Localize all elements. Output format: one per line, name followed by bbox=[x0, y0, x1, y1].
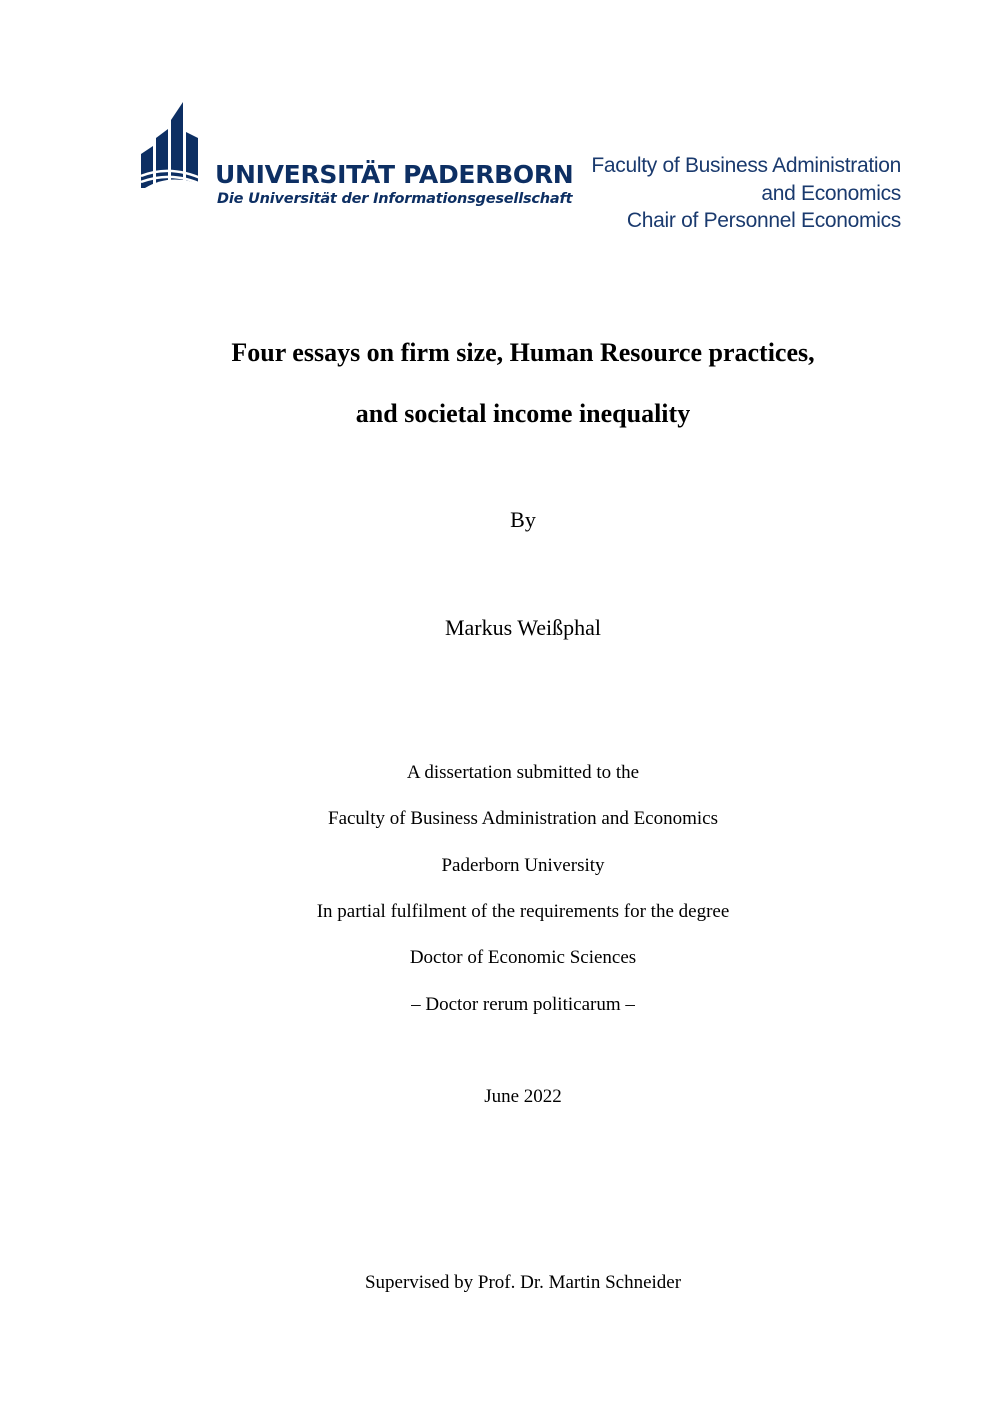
faculty-line: and Economics bbox=[761, 181, 901, 205]
title-line-1: Four essays on firm size, Human Resource practices, bbox=[231, 338, 815, 367]
faculty-header bbox=[501, 152, 901, 235]
degree-line: Doctor of Economic Sciences bbox=[409, 947, 637, 968]
submission-line: Paderborn University bbox=[441, 855, 605, 876]
university-name: UNIVERSITÄT PADERBORN bbox=[215, 160, 574, 189]
submission-line: Faculty of Business Administration and Economics bbox=[328, 808, 718, 829]
submission-line: In partial fulfilment of the requirements for the degree bbox=[316, 901, 730, 922]
university-tagline: Die Universität der Informationsgesellschaft bbox=[217, 191, 573, 207]
chair-line: Chair of Personnel Economics bbox=[626, 209, 901, 232]
university-paderborn-logo-icon bbox=[141, 102, 205, 188]
submission-line: A dissertation submitted to the bbox=[406, 762, 640, 783]
by-label: By bbox=[510, 507, 536, 532]
degree-latin-line: – Doctor rerum politicarum – bbox=[411, 994, 635, 1015]
faculty-line: Faculty of Business Administration bbox=[591, 154, 901, 177]
supervisor-line: Supervised by Prof. Dr. Martin Schneider bbox=[364, 1272, 682, 1293]
title-line-2: and societal income inequality bbox=[355, 399, 691, 428]
author-name: Markus Weißphal bbox=[444, 615, 602, 640]
submission-date: June 2022 bbox=[484, 1086, 562, 1107]
